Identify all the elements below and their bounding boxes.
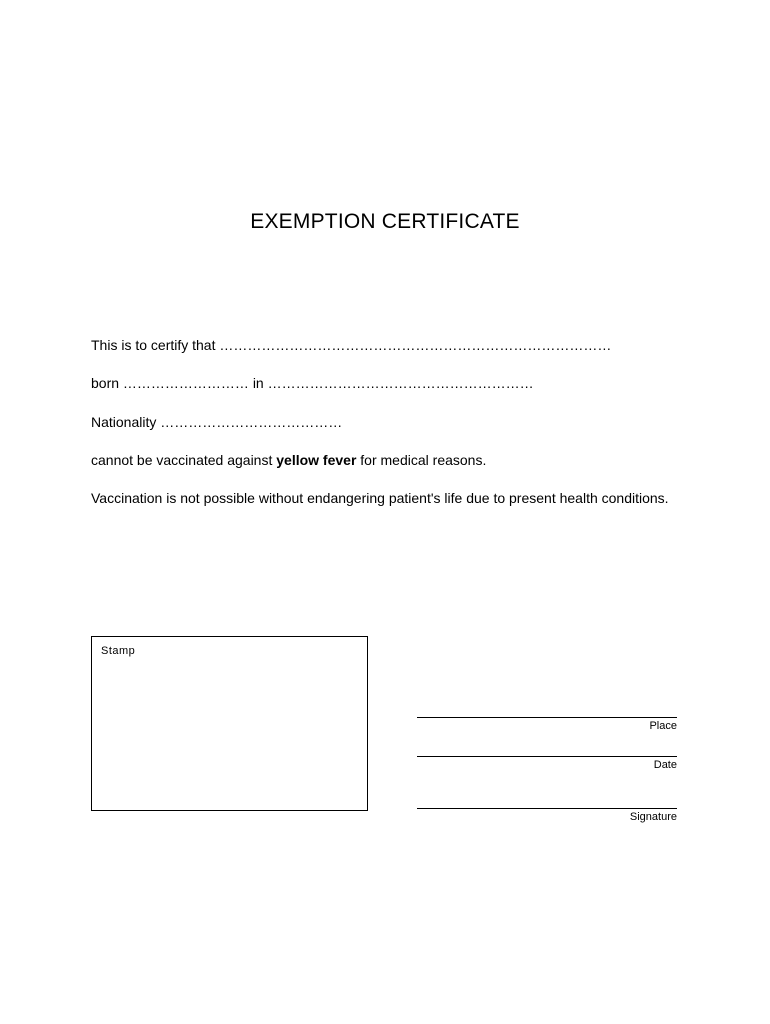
certify-line bbox=[91, 336, 611, 354]
reason-before: cannot be vaccinated against bbox=[91, 452, 277, 468]
nationality-prefix: Nationality bbox=[91, 414, 157, 430]
birth-place-blank: ………………………………………………… bbox=[267, 375, 534, 391]
explanation-paragraph: Vaccination is not possible without endangering patient's life due to present health conditions. bbox=[91, 490, 669, 506]
birth-date-blank: ……………………… bbox=[122, 375, 249, 391]
stamp-label: Stamp bbox=[101, 645, 136, 657]
signature-line bbox=[417, 808, 677, 809]
place-line bbox=[417, 717, 677, 718]
page-title: EXEMPTION CERTIFICATE bbox=[250, 210, 520, 233]
in-label: in bbox=[252, 375, 264, 391]
place-label: Place bbox=[649, 720, 677, 732]
nationality-blank: ………………………………… bbox=[160, 414, 343, 430]
date-line bbox=[417, 756, 677, 757]
born-line bbox=[91, 374, 534, 392]
reason-line bbox=[91, 451, 486, 469]
nationality-line bbox=[91, 413, 342, 431]
disease-name: yellow fever bbox=[276, 452, 357, 468]
reason-after: for medical reasons. bbox=[356, 452, 487, 468]
name-blank: ………………………………………………………………………… bbox=[219, 337, 612, 353]
certify-prefix: This is to certify that bbox=[91, 337, 216, 353]
signature-label: Signature bbox=[629, 811, 677, 823]
born-prefix: born bbox=[91, 375, 120, 391]
date-label: Date bbox=[653, 759, 677, 771]
stamp-box bbox=[91, 636, 368, 811]
